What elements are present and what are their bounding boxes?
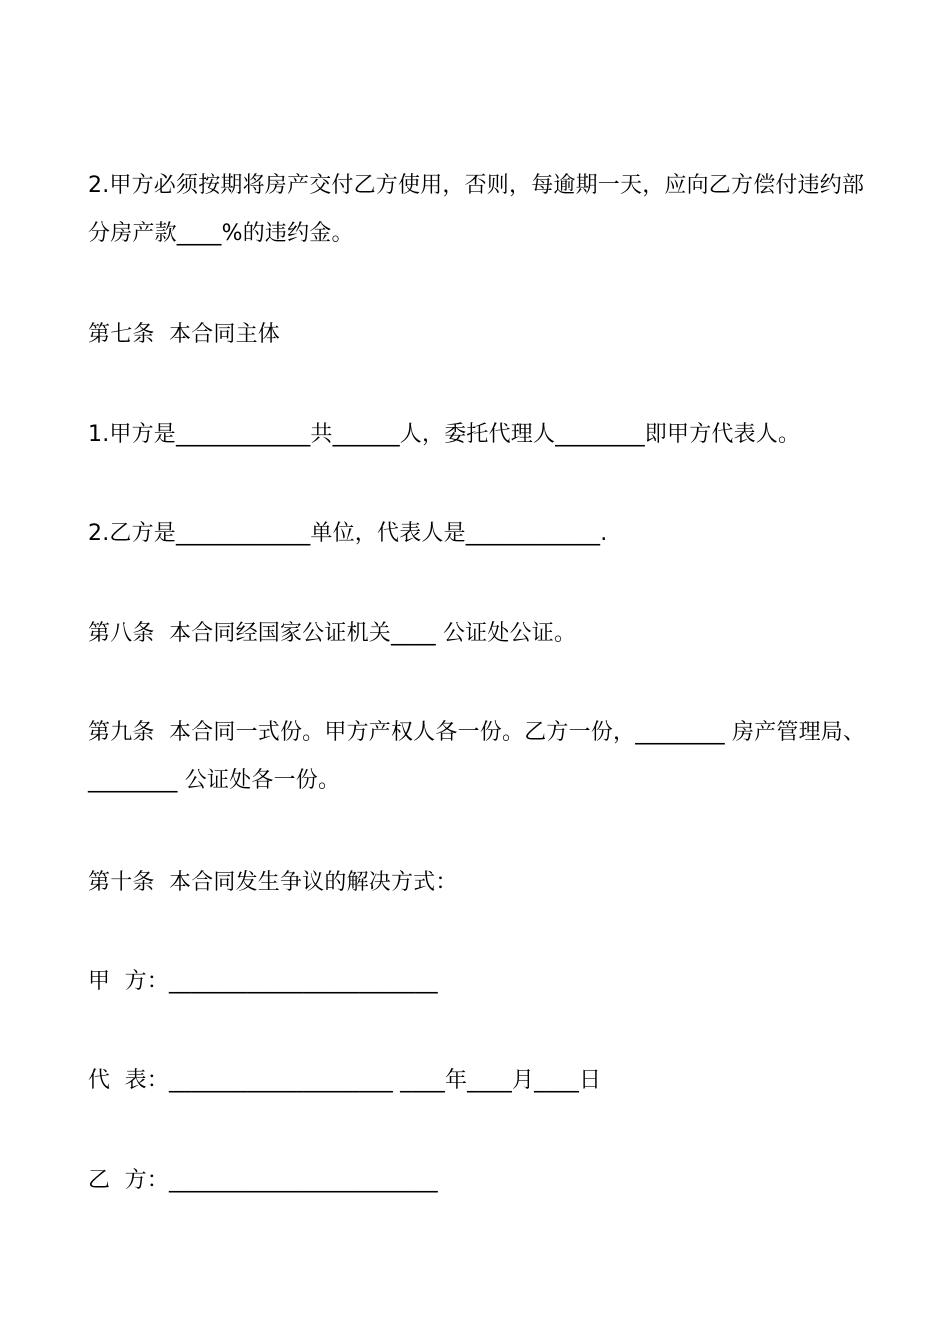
clause-10: 第十条 本合同发生争议的解决方式： bbox=[88, 870, 458, 895]
clause-7-item-1: 1.甲方是____________共______人，委托代理人________即甲方代表人。 bbox=[88, 422, 801, 447]
clause-8: 第八条 本合同经国家公证机关____ 公证处公证。 bbox=[88, 621, 577, 646]
clause-7-heading: 第七条 本合同主体 bbox=[88, 322, 280, 347]
clause-9: 第九条 本合同一式份。甲方产权人各一份。乙方一份，________ 房产管理局、________ 公证处各一份。 bbox=[88, 720, 866, 793]
representative-date-line: 代 表：____________________ ____年____月____日 bbox=[88, 1068, 602, 1093]
party-a-signature-line: 甲 方：________________________ bbox=[88, 969, 438, 994]
clause-6-item-2: 2.甲方必须按期将房产交付乙方使用，否则，每逾期一天，应向乙方偿付违约部分房产款____%的违约金。 bbox=[88, 173, 865, 246]
party-b-signature-line: 乙 方：________________________ bbox=[88, 1168, 438, 1193]
clause-7-item-2: 2.乙方是____________单位，代表人是____________. bbox=[88, 521, 608, 546]
